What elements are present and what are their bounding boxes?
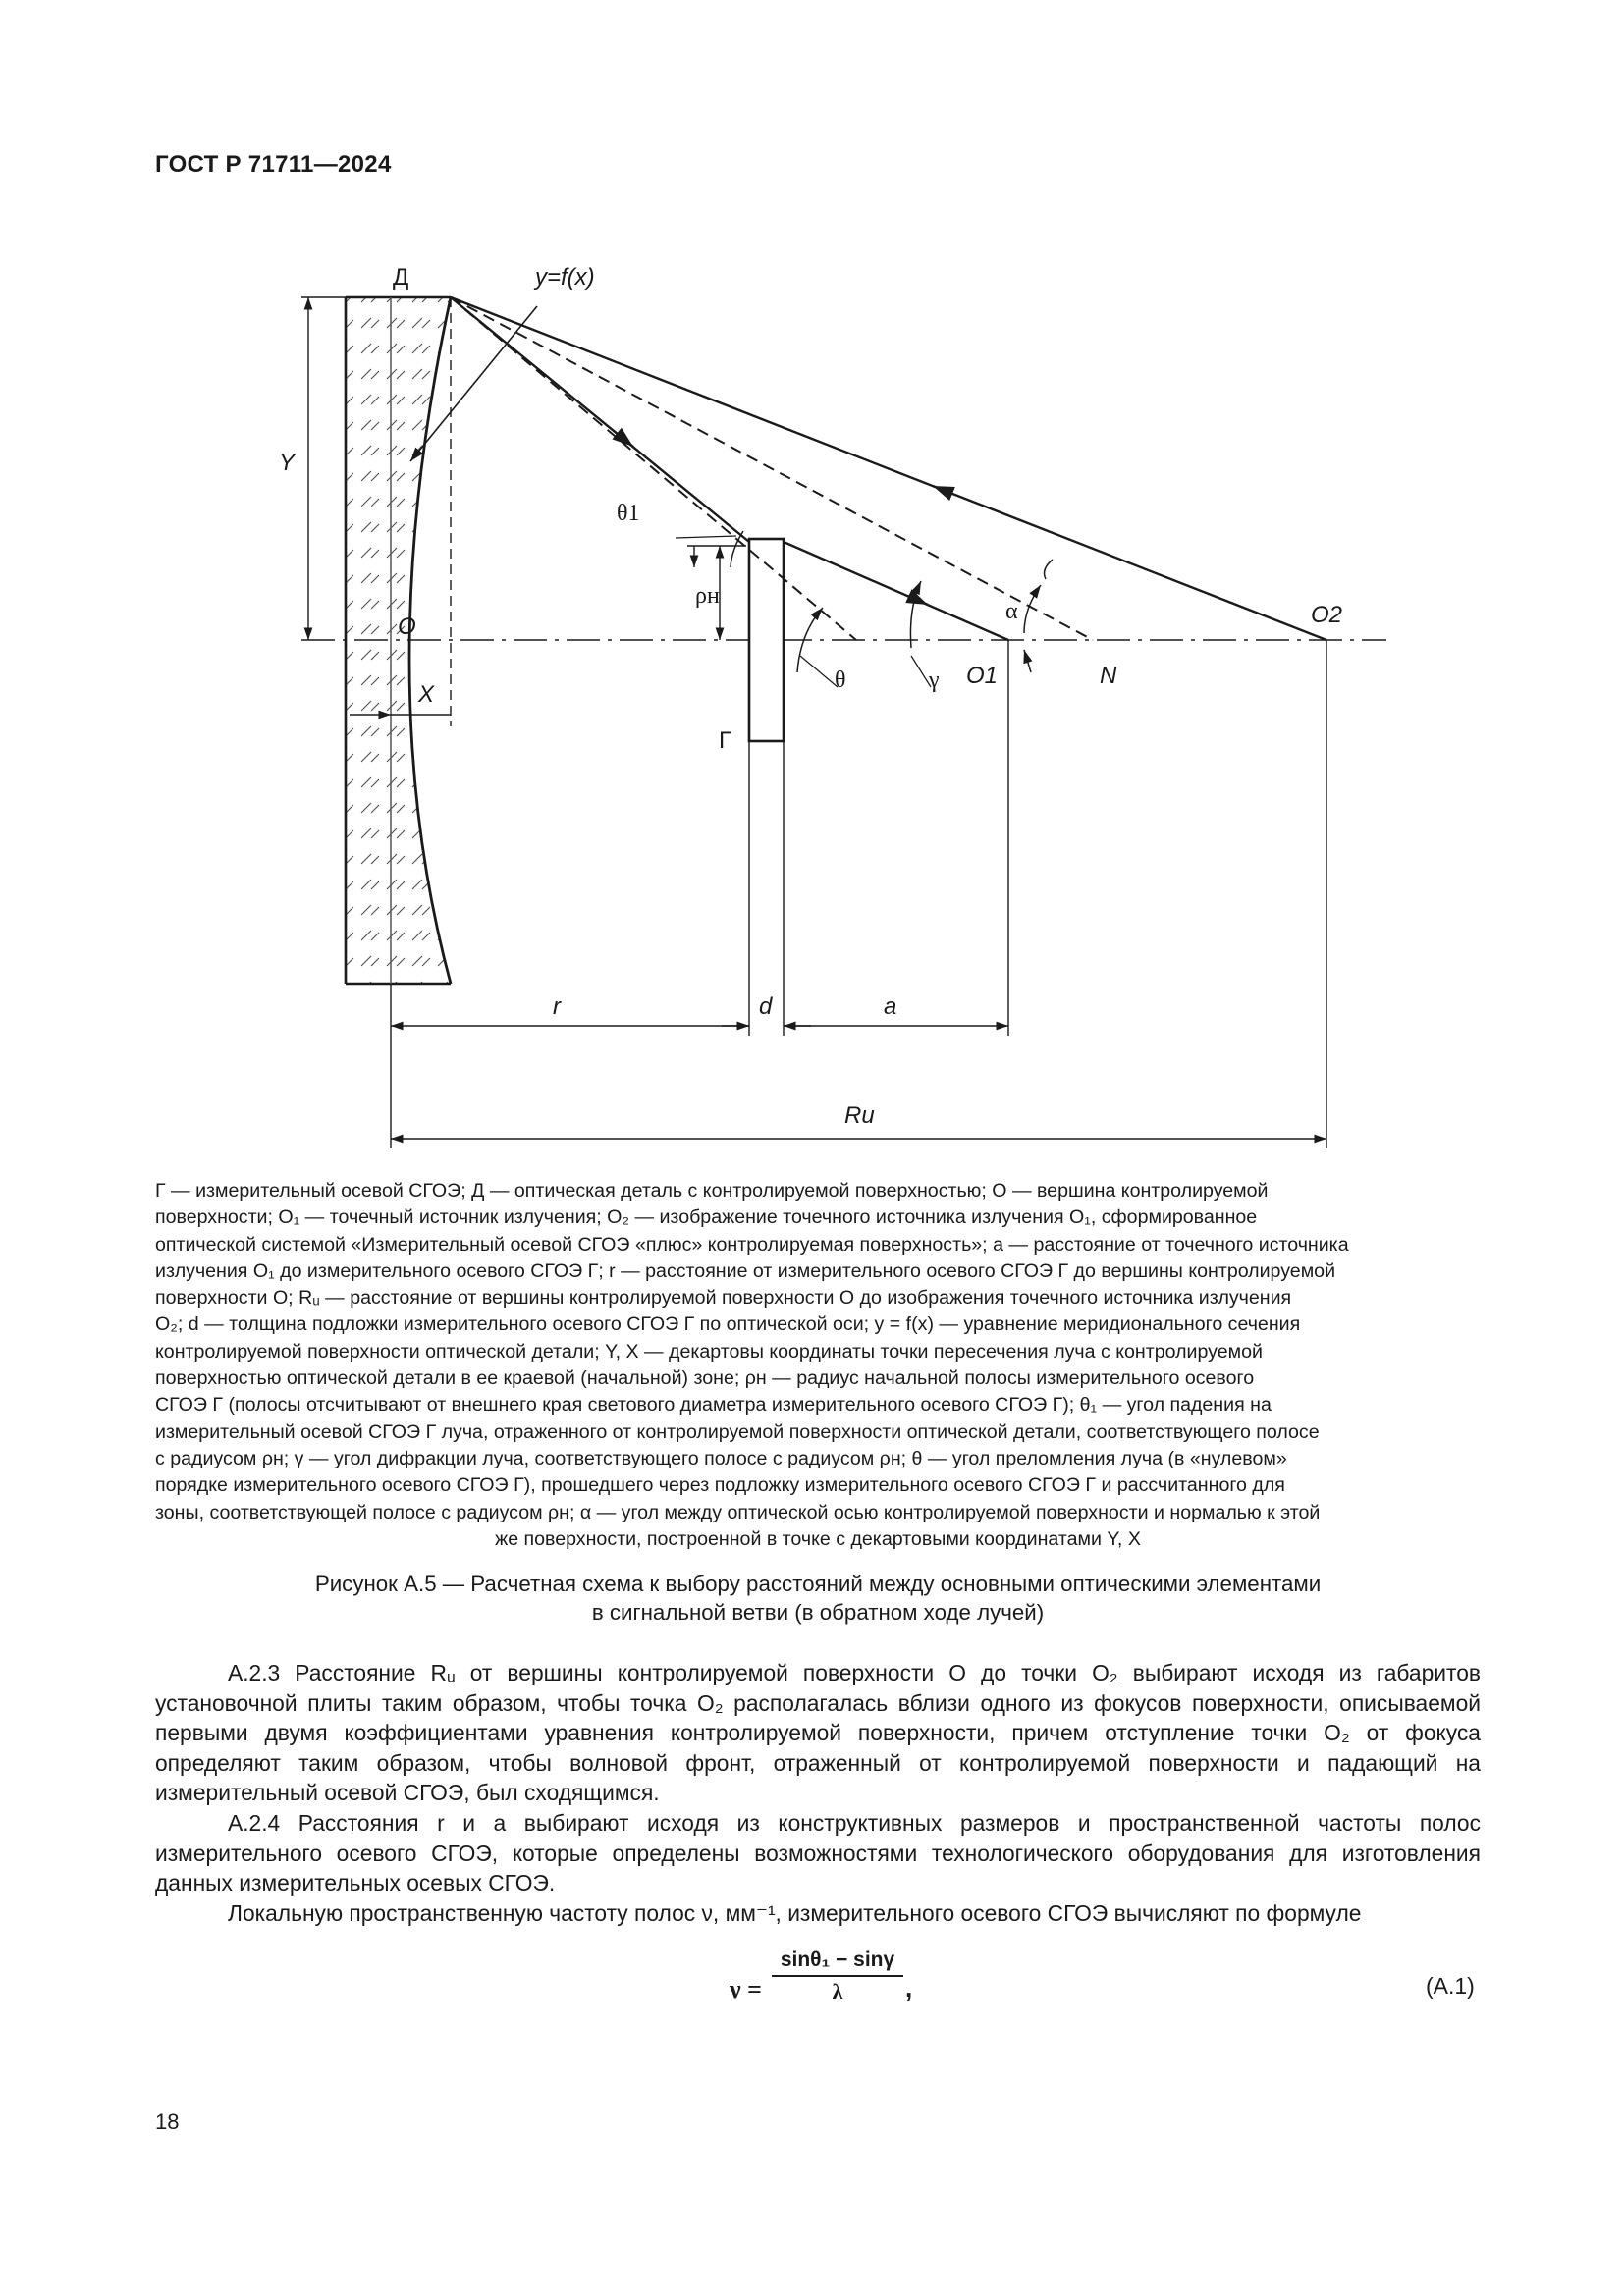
figure-legend — [155, 1178, 1481, 1553]
label-O2: O2 — [1311, 602, 1343, 628]
formula-number: (А.1) — [1426, 1973, 1475, 1999]
page-number: 18 — [155, 2109, 180, 2134]
label-d: d — [759, 993, 773, 1020]
label-O1: O1 — [966, 663, 999, 689]
legend-line: порядке измерительного осевого СГОЭ Г), прошедшего через подложку измерительного осевого СГОЭ Г и рассчитанного для — [155, 1474, 1285, 1497]
grating-element — [749, 539, 784, 741]
label-part-D: Д — [393, 264, 409, 291]
rays — [410, 297, 1326, 640]
formula-comma: , — [905, 1973, 913, 2002]
legend-line: излучения О₁ до измерительного осевого СГОЭ Г; r — расстояние от измерительного осевого СГОЭ Г до вершины контролируемой — [155, 1259, 1336, 1282]
label-theta: θ — [835, 667, 846, 693]
label-O: O — [398, 614, 416, 640]
legend-line: поверхности; О₁ — точечный источник излучения; О₂ — изображение точечного источника излучения О₁, сформированное — [155, 1206, 1258, 1229]
legend-line: измерительный осевой СГОЭ Г луча, отраженного от контролируемой поверхности оптической детали, соответствующего полосе — [155, 1420, 1320, 1443]
label-theta1: θ1 — [617, 501, 640, 526]
label-X: X — [418, 681, 435, 708]
formula-numerator: sinθ₁ − sinγ — [772, 1949, 903, 1977]
label-N: N — [1100, 663, 1117, 689]
legend-line: О₂; d — толщина подложки измерительного осевого СГОЭ Г по оптической оси; y = f(x) — уравнение меридионального сечения — [155, 1313, 1301, 1336]
legend-line: контролируемой поверхности оптической детали; Y, X — декартовы координаты точки пересечения луча с контролируемой — [155, 1340, 1263, 1362]
legend-line: оптической системой «Измерительный осевой СГОЭ «плюс» контролируемая поверхность»; а — расстояние от точечного источника — [155, 1233, 1349, 1255]
formula-lhs: ν = — [730, 1975, 762, 2003]
legend-line: зоны, соответствующей полосе с радиусом ρн; α — угол между оптической осью контролируемой поверхности и нормалью к этой — [155, 1501, 1321, 1523]
figure-caption — [155, 1570, 1481, 1627]
formula-fraction — [772, 1949, 903, 2004]
legend-line: с радиусом ρн; γ — угол дифракции луча, соответствующего полосе с радиусом ρн; θ — угол преломления луча (в «нулевом» — [155, 1447, 1287, 1469]
label-Ru: Ru — [844, 1102, 875, 1129]
label-gamma: γ — [929, 667, 940, 693]
label-curve: y=f(x) — [535, 264, 595, 291]
legend-line: Г — измерительный осевой СГОЭ; Д — оптическая деталь с контролируемой поверхностью; О — вершина контролируемой — [155, 1180, 1269, 1201]
label-alpha: α — [1005, 599, 1018, 624]
y-dimension — [301, 297, 346, 640]
legend-line: поверхности О; Rᵤ — расстояние от вершины контролируемой поверхности О до изображения точечного источника излучения — [155, 1287, 1292, 1309]
bottom-dimensions — [391, 640, 1326, 1148]
alpha-angle-arc — [1024, 585, 1041, 633]
alpha-right-arc — [1045, 560, 1053, 579]
label-r: r — [553, 993, 561, 1020]
paragraph-a24: А.2.4 Расстояния r и а выбирают исходя из конструктивных размеров и пространственной частоты полос измерительного осевого СГОЭ, которые определены возможностями технологического оборудования для изготовления данных измерительных осевых СГОЭ. — [155, 1809, 1481, 1896]
legend-line: поверхностью оптической детали в ее краевой (начальной) зоне; ρн — радиус начальной полосы измерительного осевого — [155, 1367, 1255, 1390]
label-grating-G: Г — [719, 727, 731, 754]
label-a: a — [884, 993, 897, 1020]
label-Y: Y — [279, 450, 296, 476]
label-rho: ρн — [695, 583, 720, 609]
caption-line-2: в сигнальной ветви (в обратном ходе лучей) — [591, 1600, 1045, 1625]
formula-denominator: λ — [832, 1979, 843, 2003]
legend-line: СГОЭ Г (полосы отсчитывают от внешнего края светового диаметра измерительного осевого СГОЭ Г); θ₁ — угол падения на — [155, 1394, 1272, 1416]
body-text — [155, 1658, 1481, 1928]
document-code: ГОСТ Р 71711—2024 — [155, 151, 392, 178]
paragraph-a23: А.2.3 Расстояние Rᵤ от вершины контролируемой поверхности О до точки О₂ выбирают исходя из габаритов установочной плиты таким образом, чтобы точка О₂ располагалась вблизи одного из фокусов поверхности, описываемой первыми двумя коэффициентами уравнения контролируемой поверхности, причем отступление точки О₂ от фокуса определяют таким образом, чтобы волновой фронт, отраженный от контролируемой поверхности и падающий на измерительный осевой СГОЭ, был сходящимся. — [155, 1660, 1481, 1806]
gamma-angle-arc — [910, 581, 921, 648]
legend-line: же поверхности, построенной в точке с декартовыми координатами Y, X — [495, 1527, 1141, 1550]
paragraph-frequency-intro: Локальную пространственную частоту полос ν, мм⁻¹, измерительного осевого СГОЭ вычисляют по формуле — [228, 1899, 1362, 1926]
caption-line-1: Рисунок А.5 — Расчетная схема к выбору расстояний между основными оптическими элементами — [314, 1572, 1322, 1596]
formula — [0, 1949, 1624, 2027]
